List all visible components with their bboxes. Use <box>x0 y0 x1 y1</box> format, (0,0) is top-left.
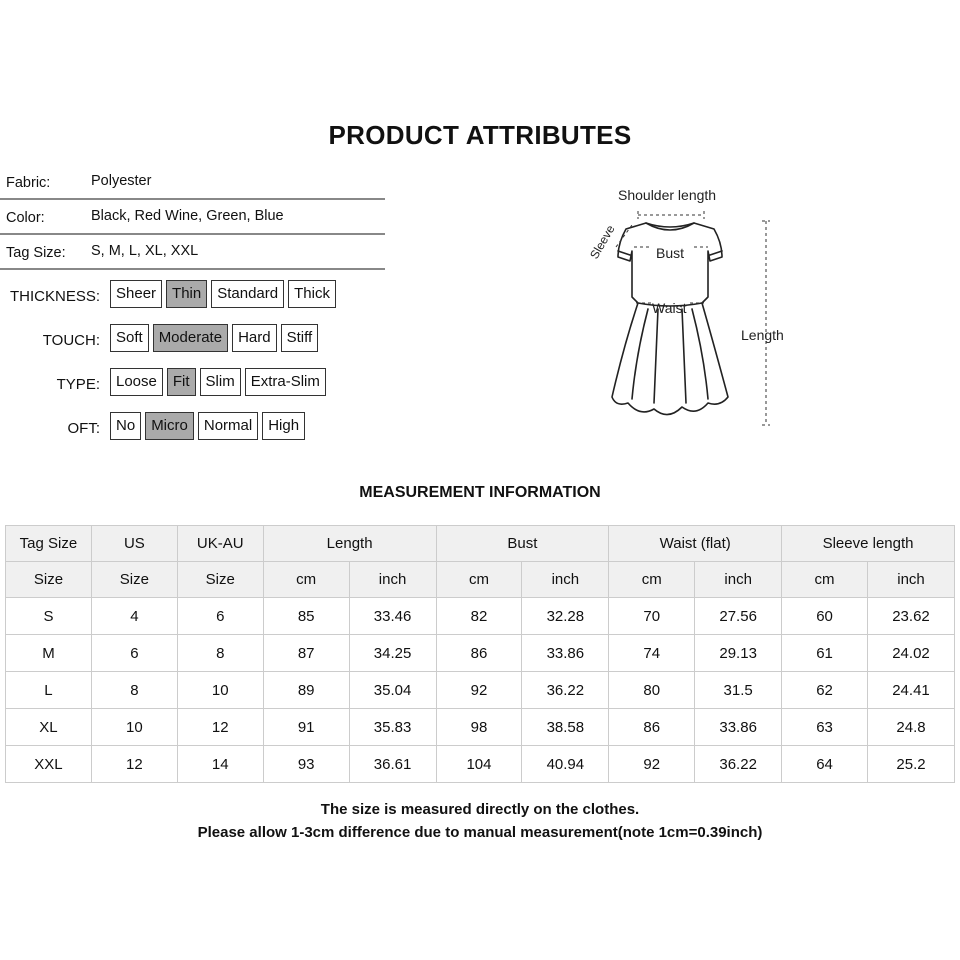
header-cell: cm <box>609 562 695 598</box>
attr-value: Black, Red Wine, Green, Blue <box>91 208 284 224</box>
cell: 89 <box>263 672 349 709</box>
cell: 36.22 <box>695 746 782 783</box>
cell: 10 <box>177 672 263 709</box>
header-cell: Waist (flat) <box>609 526 782 562</box>
attr-label: Color: <box>6 210 45 226</box>
cell: 24.02 <box>868 635 955 672</box>
page-title: PRODUCT ATTRIBUTES <box>328 120 632 150</box>
cell: XXL <box>6 746 92 783</box>
cell: 36.22 <box>522 672 609 709</box>
cell: 25.2 <box>868 746 955 783</box>
header-cell: Size <box>177 562 263 598</box>
length-label: Length <box>741 327 784 343</box>
cell: 91 <box>263 709 349 746</box>
cell: 24.41 <box>868 672 955 709</box>
header-cell: Size <box>91 562 177 598</box>
attr-color <box>0 198 385 235</box>
rating-label: TOUCH: <box>42 332 100 349</box>
header-cell: inch <box>522 562 609 598</box>
rating-label: OFT: <box>67 420 100 437</box>
cell: 12 <box>177 709 263 746</box>
cell: 62 <box>782 672 868 709</box>
cell: XL <box>6 709 92 746</box>
table-row <box>6 635 955 672</box>
cell: 24.8 <box>868 709 955 746</box>
note-measured: The size is measured directly on the clothes. <box>320 801 640 818</box>
option-normal: Normal <box>198 412 258 440</box>
cell: 80 <box>609 672 695 709</box>
attr-label: Tag Size: <box>6 245 66 261</box>
header-cell: inch <box>349 562 436 598</box>
header-cell: cm <box>436 562 522 598</box>
shoulder-length-label: Shoulder length <box>618 187 717 203</box>
option-thick: Thick <box>288 280 336 308</box>
cell: 36.61 <box>349 746 436 783</box>
cell: 35.04 <box>349 672 436 709</box>
measurement-title: MEASUREMENT INFORMATION <box>359 484 601 501</box>
option-sheer: Sheer <box>110 280 162 308</box>
cell: 33.86 <box>522 635 609 672</box>
option-micro-selected: Micro <box>145 412 194 440</box>
cell: 29.13 <box>695 635 782 672</box>
cell: 31.5 <box>695 672 782 709</box>
note-difference: Please allow 1-3cm difference due to manual measurement(note 1cm=0.39inch) <box>197 824 763 841</box>
header-cell: inch <box>868 562 955 598</box>
dress-icon <box>580 185 800 430</box>
attr-tag-size <box>0 233 385 270</box>
cell: 34.25 <box>349 635 436 672</box>
cell: 70 <box>609 598 695 635</box>
rating-label: THICKNESS: <box>9 288 100 305</box>
attr-value: S, M, L, XL, XXL <box>91 243 199 259</box>
header-cell: Sleeve length <box>782 526 955 562</box>
sleeve-label: Sleeve <box>587 222 618 262</box>
option-loose: Loose <box>110 368 163 396</box>
cell: 23.62 <box>868 598 955 635</box>
option-moderate-selected: Moderate <box>153 324 228 352</box>
header-cell: Size <box>6 562 92 598</box>
cell: 40.94 <box>522 746 609 783</box>
table-row <box>6 709 955 746</box>
cell: 14 <box>177 746 263 783</box>
cell: 6 <box>91 635 177 672</box>
cell: 64 <box>782 746 868 783</box>
header-row-1 <box>6 526 955 562</box>
cell: S <box>6 598 92 635</box>
header-cell: Tag Size <box>6 526 92 562</box>
header-cell: Bust <box>436 526 609 562</box>
cell: 92 <box>436 672 522 709</box>
option-stiff: Stiff <box>281 324 319 352</box>
size-table <box>5 525 955 783</box>
header-cell: cm <box>263 562 349 598</box>
cell: 98 <box>436 709 522 746</box>
option-thin-selected: Thin <box>166 280 207 308</box>
cell: 92 <box>609 746 695 783</box>
cell: 33.86 <box>695 709 782 746</box>
cell: 60 <box>782 598 868 635</box>
dress-diagram <box>580 185 800 430</box>
cell: 4 <box>91 598 177 635</box>
option-no: No <box>110 412 141 440</box>
waist-label: Waist <box>652 300 687 316</box>
option-high: High <box>262 412 305 440</box>
cell: 85 <box>263 598 349 635</box>
cell: 86 <box>609 709 695 746</box>
attr-label: Fabric: <box>6 175 51 191</box>
cell: 74 <box>609 635 695 672</box>
table-row <box>6 598 955 635</box>
cell: 32.28 <box>522 598 609 635</box>
header-cell: inch <box>695 562 782 598</box>
cell: 86 <box>436 635 522 672</box>
option-soft: Soft <box>110 324 149 352</box>
table-row <box>6 672 955 709</box>
cell: 61 <box>782 635 868 672</box>
option-standard: Standard <box>211 280 284 308</box>
cell: 63 <box>782 709 868 746</box>
option-extra-slim: Extra-Slim <box>245 368 326 396</box>
header-cell: UK-AU <box>177 526 263 562</box>
option-fit-selected: Fit <box>167 368 196 396</box>
option-slim: Slim <box>200 368 241 396</box>
bust-label: Bust <box>656 245 685 261</box>
cell: 8 <box>91 672 177 709</box>
attr-value: Polyester <box>91 173 152 189</box>
header-cell: US <box>91 526 177 562</box>
cell: 93 <box>263 746 349 783</box>
option-hard: Hard <box>232 324 277 352</box>
rating-label: TYPE: <box>56 376 100 393</box>
cell: 33.46 <box>349 598 436 635</box>
cell: 6 <box>177 598 263 635</box>
header-row-2 <box>6 562 955 598</box>
cell: 35.83 <box>349 709 436 746</box>
cell: 38.58 <box>522 709 609 746</box>
cell: L <box>6 672 92 709</box>
cell: 82 <box>436 598 522 635</box>
cell: 27.56 <box>695 598 782 635</box>
cell: 10 <box>91 709 177 746</box>
cell: 104 <box>436 746 522 783</box>
table-row <box>6 746 955 783</box>
attr-fabric <box>0 163 385 200</box>
cell: 8 <box>177 635 263 672</box>
header-cell: cm <box>782 562 868 598</box>
cell: 87 <box>263 635 349 672</box>
header-cell: Length <box>263 526 436 562</box>
cell: 12 <box>91 746 177 783</box>
cell: M <box>6 635 92 672</box>
